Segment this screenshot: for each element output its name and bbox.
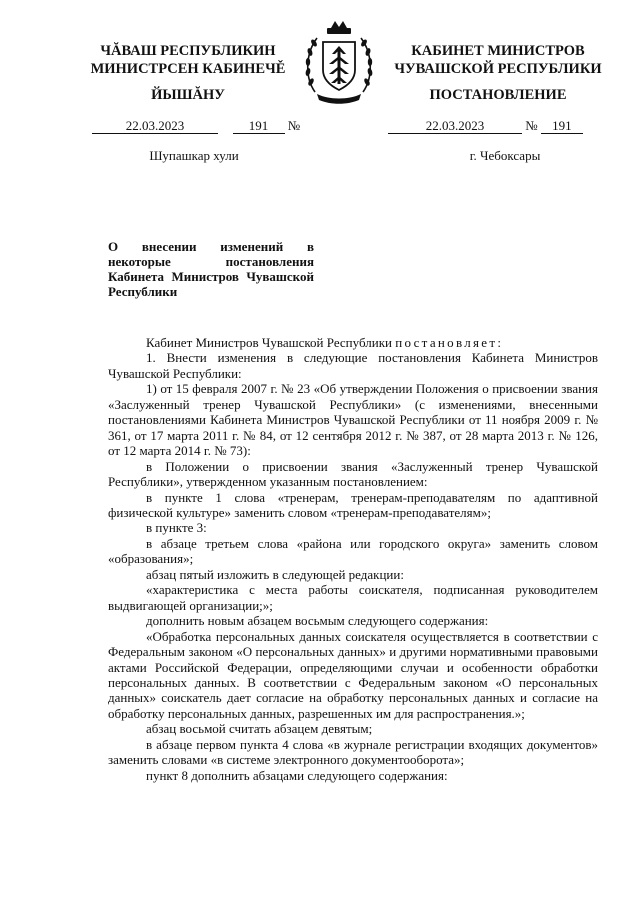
body-paragraph: абзац восьмой считать абзацем девятым; [146,721,373,737]
header-right-block [382,42,614,78]
body-paragraph: в Положении о присвоении звания «Заслуженный тренер Чувашской Республики», утвержденном указанным постановлением: [108,458,598,490]
body-paragraph: «Обработка персональных данных соискателя осуществляется в соответствии с Федеральным законом «О персональных данных» и другими нормативными правовыми актами Российской Федерации, определяющими случаи и особенности обработки персональных данных. В соответствии с Федеральным законом «О персональных данных» соискатель дает согласие на обработку персональных данных и согласие на обработку персональных данных, разрешенных им для распространения.»; [108,628,598,721]
body-paragraph: в абзаце третьем слова «района или городского округа» заменить словом «образования»; [108,535,598,567]
body-paragraph: абзац пятый изложить в следующей редакции: [146,566,404,582]
left-date-number-line [92,118,300,134]
intro-verb: постановляет: [395,335,504,350]
body-paragraph: в пункте 3: [146,520,207,536]
header-right-line2: ЧУВАШСКОЙ РЕСПУБЛИКИ [394,61,602,77]
left-doctype: ЙЫШĂНУ [151,87,225,103]
body-paragraph: пункт 8 дополнить абзацами следующего содержания: [146,767,448,783]
document-body [108,335,598,783]
body-paragraph: 1. Внести изменения в следующие постановления Кабинета Министров Чувашской Республики: [108,350,598,381]
header-left-block [78,42,298,78]
right-date-number-line [388,118,583,134]
right-number-sign: № [525,118,538,133]
left-city: Шупашкар хули [149,148,239,163]
chuvashia-coat-of-arms-icon [299,18,379,106]
body-paragraph: 1) от 15 февраля 2007 г. № 23 «Об утверждении Положения о присвоении звания «Заслуженный тренер Чувашской Республики» (с изменениями, внесенными постановлениями Кабинета Министров Чувашской Республики от 11 ноября 2009 г. № 361, от 17 марта 2011 г. № 84, от 12 сентября 2012 г. № 387, от 28 марта 2013 г. № 126, от 12 марта 2014 г. № 73): [108,381,598,459]
header-left-line2: МИНИСТРСЕН КАБИНЕЧĚ [90,61,286,77]
intro-prefix: Кабинет Министров Чувашской Республики [146,335,392,350]
body-paragraph: в пункте 1 слова «тренерам, тренерам-преподавателям по адаптивной физической культуре» заменить словом «тренерам-преподавателям»; [108,489,598,520]
body-paragraph: дополнить новым абзацем восьмым следующего содержания: [146,613,489,629]
body-paragraph: «характеристика с места работы соискателя, подписанная руководителем выдвигающей организации;»; [108,582,598,613]
body-paragraph: в абзаце первом пункта 4 слова «в журнале регистрации входящих документов» заменить словами «в системе электронного документооборота»; [108,736,598,768]
document-subject: О внесении изменений в некоторые постановления Кабинета Министров Чувашской Республики [108,239,314,299]
left-number: 191 [233,119,285,134]
header-left-line1: ЧĂВАШ РЕСПУБЛИКИН [100,43,276,59]
right-date: 22.03.2023 [388,119,522,134]
right-number: 191 [541,119,583,134]
header-right-line1: КАБИНЕТ МИНИСТРОВ [411,43,585,59]
right-city: г. Чебоксары [469,148,541,163]
left-number-sign: № [287,118,301,133]
left-date: 22.03.2023 [92,119,218,134]
intro-paragraph [108,335,598,350]
right-doctype: ПОСТАНОВЛЕНИЕ [429,87,567,103]
